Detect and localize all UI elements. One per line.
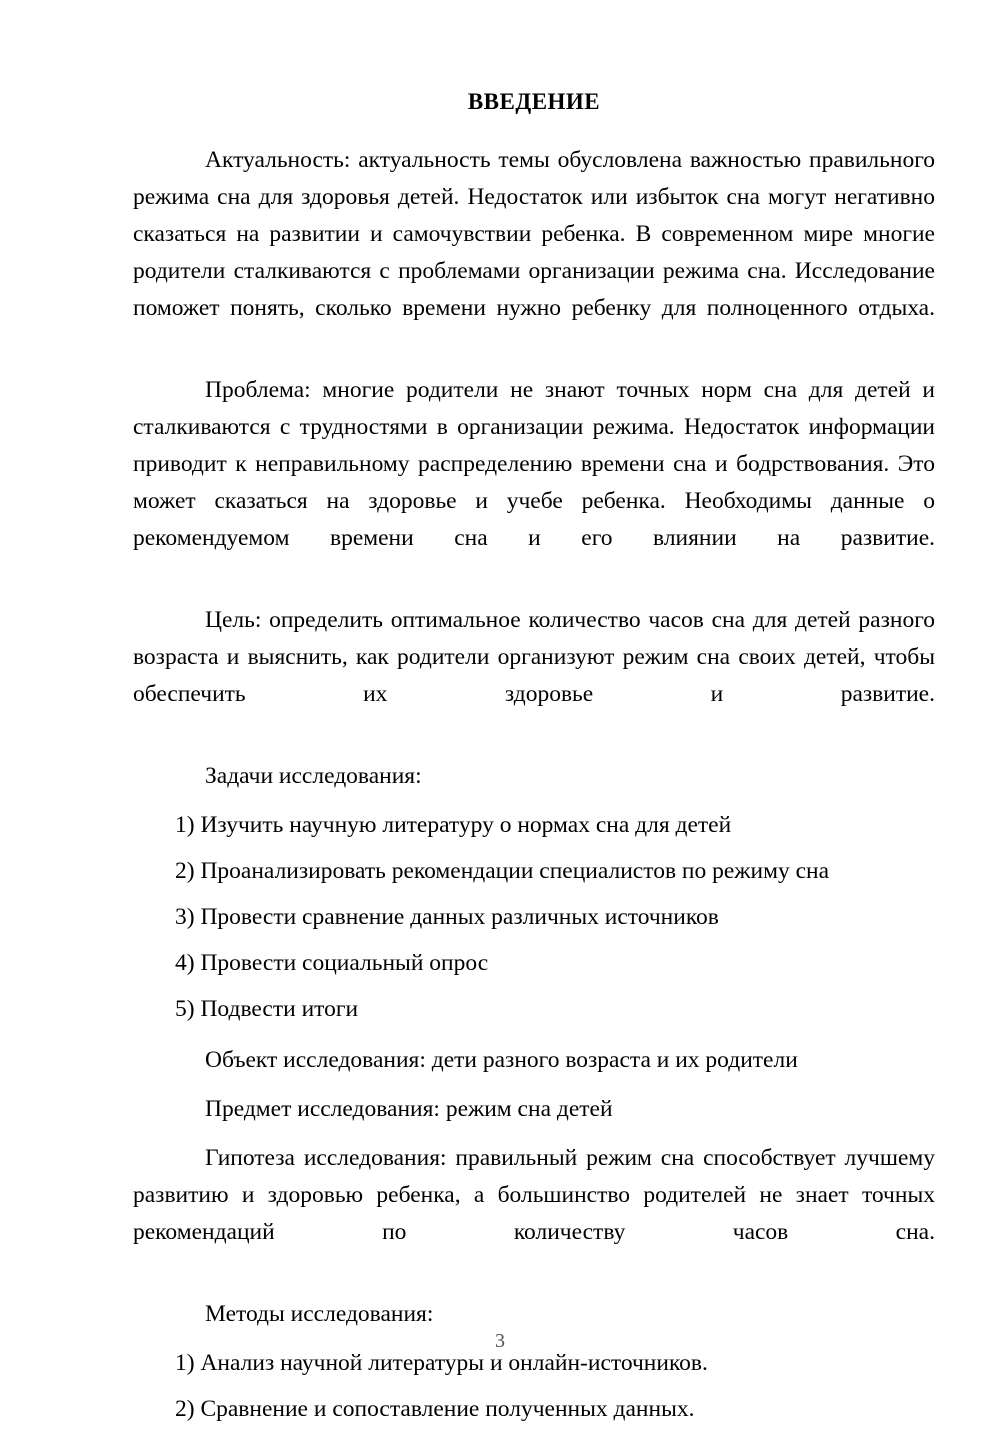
list-item: 2) Проанализировать рекомендации специалистов по режиму сна bbox=[175, 857, 830, 884]
paragraph-problem: Проблема: многие родители не знают точных норм сна для детей и сталкиваются с трудностями в организации режима. Недостаток информации приводит к неправильному распределению времени сна и бодрствования. Это может сказаться на здоровье и учебе ребенка. Необходимы данные о рекомендуемом времени сна и его влиянии на развитие. bbox=[133, 376, 935, 551]
paragraph-goal: Цель: определить оптимальное количество часов сна для детей разного возраста и выяснить, как родители организуют режим сна своих детей, чтобы обеспечить их здоровье и развитие. bbox=[133, 606, 935, 707]
paragraph-relevance: Актуальность: актуальность темы обусловлена важностью правильного режима сна для здоровья детей. Недостаток или избыток сна могут негативно сказаться на развитии и самочувствии ребенка. В современном мире многие родители сталкиваются с проблемами организации режима сна. Исследование поможет понять, сколько времени нужно ребенку для полноценного отдыха. bbox=[133, 146, 935, 321]
paragraph-object: Объект исследования: дети разного возраста и их родители bbox=[205, 1046, 798, 1073]
list-item: 1) Изучить научную литературу о нормах сна для детей bbox=[175, 811, 732, 838]
list-item: 5) Подвести итоги bbox=[175, 995, 359, 1022]
paragraph-subject: Предмет исследования: режим сна детей bbox=[205, 1095, 613, 1122]
list-item: 1) Анализ научной литературы и онлайн-источников. bbox=[175, 1349, 708, 1376]
paragraph-hypothesis: Гипотеза исследования: правильный режим сна способствует лучшему развитию и здоровью ребенка, а большинство родителей не знает точных рекомендаций по количеству часов сна. bbox=[133, 1144, 935, 1245]
page-number: 3 bbox=[495, 1330, 505, 1352]
list-item: 3) Провести сравнение данных различных источников bbox=[175, 903, 719, 930]
tasks-list bbox=[133, 807, 935, 1028]
methods-list bbox=[133, 1345, 935, 1428]
methods-heading: Методы исследования: bbox=[205, 1300, 434, 1327]
document-body bbox=[133, 88, 935, 1437]
page-title: ВВЕДЕНИЕ bbox=[467, 89, 601, 114]
list-item: 4) Провести социальный опрос bbox=[175, 949, 489, 976]
list-item: 2) Сравнение и сопоставление полученных данных. bbox=[175, 1395, 695, 1422]
tasks-heading: Задачи исследования: bbox=[205, 762, 422, 789]
